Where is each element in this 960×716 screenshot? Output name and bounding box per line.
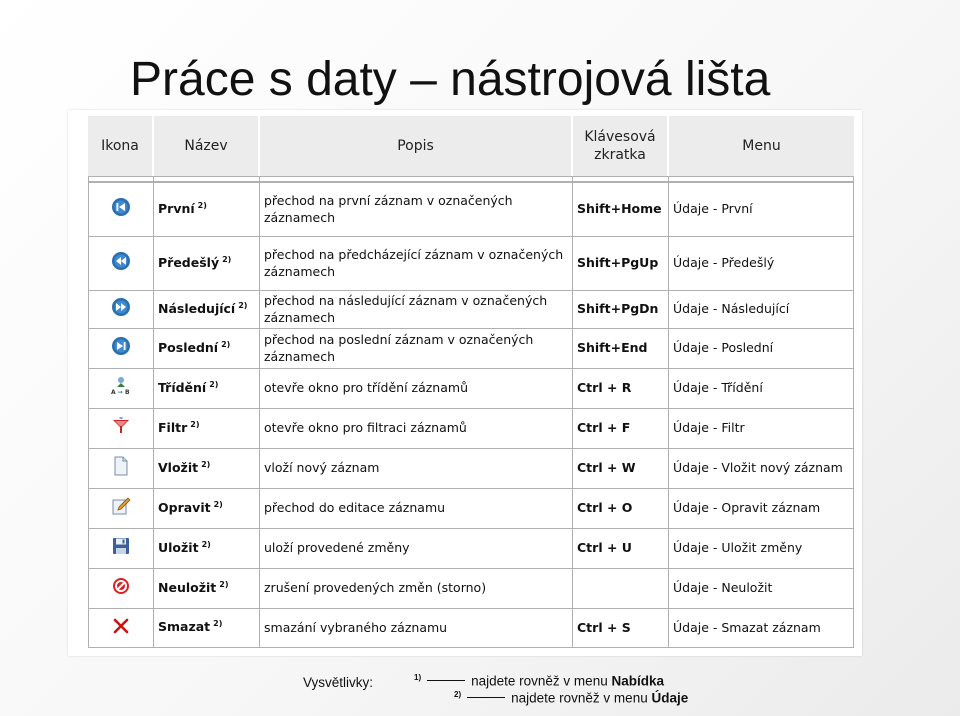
new-record-icon xyxy=(112,456,130,481)
menu-cell: Údaje - Následující xyxy=(669,290,854,328)
name-cell xyxy=(154,568,260,608)
shortcut-cell: Shift+Home xyxy=(573,182,669,236)
icon-cell xyxy=(88,236,154,290)
note-2-menu: Údaje xyxy=(651,690,689,706)
header-menu: Menu xyxy=(669,116,854,176)
sort-icon xyxy=(110,376,132,401)
description-cell: přechod na poslední záznam v označených záznamech xyxy=(260,328,573,368)
shortcut-cell: Shift+PgUp xyxy=(573,236,669,290)
note-2-mark: 2) xyxy=(454,690,462,699)
tool-name: Vložit xyxy=(158,460,199,476)
shortcut-cell: Ctrl + R xyxy=(573,368,669,408)
icon-cell xyxy=(88,328,154,368)
shortcut-cell: Ctrl + O xyxy=(573,488,669,528)
table-header-row xyxy=(88,116,854,176)
toolbar-table-panel xyxy=(68,110,862,656)
note-mark: 2) xyxy=(201,539,211,549)
table-row xyxy=(88,182,854,236)
tool-name: Smazat xyxy=(158,619,211,635)
tool-name: Následující xyxy=(158,301,236,317)
description-cell: vloží nový záznam xyxy=(260,448,573,488)
first-record-icon xyxy=(111,197,131,222)
table-row xyxy=(88,528,854,568)
note-mark: 2) xyxy=(201,459,211,469)
icon-cell xyxy=(88,488,154,528)
note-mark: 2) xyxy=(209,379,219,389)
name-cell xyxy=(154,236,260,290)
menu-cell: Údaje - Poslední xyxy=(669,328,854,368)
next-record-icon xyxy=(111,297,131,322)
tool-name: Poslední xyxy=(158,340,219,356)
delete-icon xyxy=(111,616,131,641)
description-cell: zrušení provedených změn (storno) xyxy=(260,568,573,608)
icon-cell xyxy=(88,182,154,236)
svg-text:B: B xyxy=(125,389,130,397)
tool-name: Předešlý xyxy=(158,255,220,271)
note-1-menu: Nabídka xyxy=(611,673,665,689)
name-cell xyxy=(154,368,260,408)
svg-text:→: → xyxy=(117,389,123,397)
table-row xyxy=(88,608,854,648)
shortcut-cell: Shift+PgDn xyxy=(573,290,669,328)
table-row xyxy=(88,328,854,368)
table-row xyxy=(88,448,854,488)
description-cell: otevře okno pro třídění záznamů xyxy=(260,368,573,408)
description-cell: otevře okno pro filtraci záznamů xyxy=(260,408,573,448)
shortcut-cell: Ctrl + F xyxy=(573,408,669,448)
svg-text:A: A xyxy=(111,389,116,397)
icon-cell xyxy=(88,290,154,328)
table-row xyxy=(88,408,854,448)
note-mark: 2) xyxy=(213,499,223,509)
table-row xyxy=(88,368,854,408)
cancel-icon xyxy=(111,576,131,601)
note-mark: 2) xyxy=(213,619,223,629)
icon-cell xyxy=(88,448,154,488)
note-mark: 2) xyxy=(219,579,229,589)
table-row xyxy=(88,488,854,528)
note-mark: 2) xyxy=(221,339,231,349)
icon-cell xyxy=(88,408,154,448)
legend-note-2 xyxy=(451,690,688,706)
menu-cell: Údaje - Předešlý xyxy=(669,236,854,290)
name-cell xyxy=(154,408,260,448)
menu-cell: Údaje - Opravit záznam xyxy=(669,488,854,528)
previous-record-icon xyxy=(111,251,131,276)
shortcut-cell: Shift+End xyxy=(573,328,669,368)
shortcut-cell: Ctrl + W xyxy=(573,448,669,488)
menu-cell: Údaje - Filtr xyxy=(669,408,854,448)
header-icon: Ikona xyxy=(88,116,154,176)
name-cell xyxy=(154,608,260,648)
note-mark: 2) xyxy=(197,200,207,210)
tool-name: Třídění xyxy=(158,380,207,396)
name-cell xyxy=(154,328,260,368)
edit-icon xyxy=(111,496,131,521)
filter-icon xyxy=(111,416,131,441)
note-mark: 2) xyxy=(238,300,248,310)
name-cell xyxy=(154,528,260,568)
note-1-mark: 1) xyxy=(414,673,422,682)
tool-name: Opravit xyxy=(158,500,211,516)
tool-name: Filtr xyxy=(158,420,188,436)
note-mark: 2) xyxy=(190,419,200,429)
name-cell xyxy=(154,488,260,528)
note-2-text: najdete rovněž v menu xyxy=(511,690,648,706)
description-cell: přechod do editace záznamu xyxy=(260,488,573,528)
name-cell xyxy=(154,290,260,328)
icon-cell xyxy=(88,568,154,608)
toolbar-table xyxy=(88,116,854,648)
table-row xyxy=(88,568,854,608)
note-1-text: najdete rovněž v menu xyxy=(471,673,608,689)
shortcut-cell: Ctrl + U xyxy=(573,528,669,568)
save-icon xyxy=(111,536,131,561)
menu-cell: Údaje - Neuložit xyxy=(669,568,854,608)
menu-cell: Údaje - Třídění xyxy=(669,368,854,408)
table-row xyxy=(88,236,854,290)
description-cell: přechod na první záznam v označených záznamech xyxy=(260,182,573,236)
legend-note-1 xyxy=(411,673,664,689)
last-record-icon xyxy=(111,336,131,361)
header-description: Popis xyxy=(260,116,573,176)
note-mark: 2) xyxy=(222,254,232,264)
menu-cell: Údaje - Smazat záznam xyxy=(669,608,854,648)
description-cell: přechod na předcházející záznam v označených záznamech xyxy=(260,236,573,290)
tool-name: Neuložit xyxy=(158,580,217,596)
legend-label: Vysvětlivky: xyxy=(303,675,374,690)
name-cell xyxy=(154,448,260,488)
slide-title: Práce s daty – nástrojová lišta xyxy=(130,53,771,106)
shortcut-cell: Ctrl + S xyxy=(573,608,669,648)
header-shortcut: Klávesová zkratka xyxy=(573,116,669,176)
menu-cell: Údaje - Vložit nový záznam xyxy=(669,448,854,488)
tool-name: První xyxy=(158,201,195,217)
menu-cell: Údaje - První xyxy=(669,182,854,236)
table-row xyxy=(88,290,854,328)
name-cell xyxy=(154,182,260,236)
description-cell: uloží provedené změny xyxy=(260,528,573,568)
tool-name: Uložit xyxy=(158,540,199,556)
description-cell: přechod na následující záznam v označených záznamech xyxy=(260,290,573,328)
shortcut-cell xyxy=(573,568,669,608)
description-cell: smazání vybraného záznamu xyxy=(260,608,573,648)
icon-cell xyxy=(88,368,154,408)
menu-cell: Údaje - Uložit změny xyxy=(669,528,854,568)
header-name: Název xyxy=(154,116,260,176)
icon-cell xyxy=(88,528,154,568)
icon-cell xyxy=(88,608,154,648)
